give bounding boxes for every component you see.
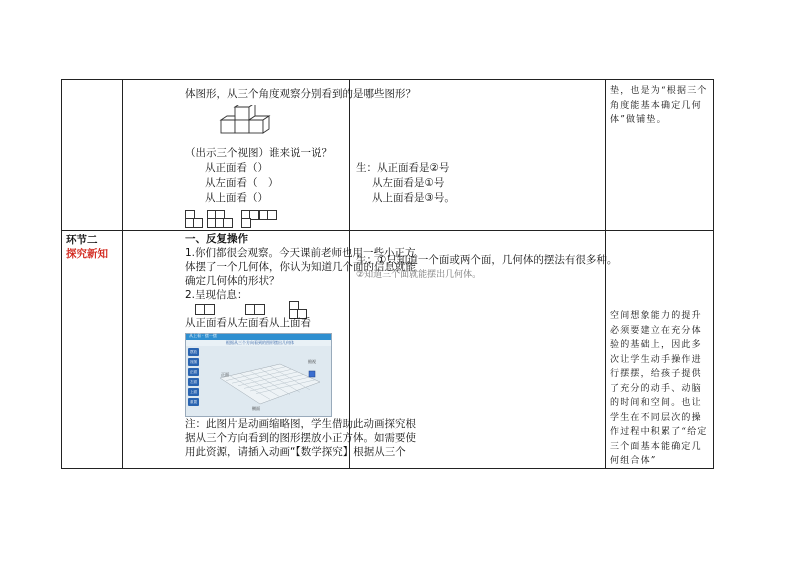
side-button-2[interactable]: 视图 [190,360,197,364]
stage-cell [62,231,123,469]
design-note-text-2: 空间想象能力的提升必须要建立在充分体验的基础上，因此多次让学生动手操作进行摆摆，给孩子提供了充分的动手、动脑的时间和空间。也让学生在不同层次的操作过程中积累了“给定三个面基本能确定几何组合体” [610,311,708,466]
label-side: 侧面 [252,406,260,411]
paragraph-2: 2.呈现信息： [185,289,248,301]
paragraph-1-line-3: 确定几何体的形状？ [185,275,280,287]
question-text: 体图形，从三个角度观察分别看到的是哪些图形？ [185,88,416,100]
animation-toolbar: 从上看 · 摆一摆 [186,334,331,340]
student-answer-line-2: ②知道三个面就能摆出几何体。 [356,270,482,280]
label-front: 正面 [221,372,229,377]
stage-title: 环节二 [66,234,98,246]
stage-cell-empty [62,80,123,231]
student-answer-line-1: 生：①只知道一个面或两个面，几何体的摆法有很多种。 [356,254,618,266]
lesson-plan-table [61,79,714,469]
cube-stack-figure [217,105,277,143]
design-note-text-1: 垫，也是为“根据三个角度能基本确定几何体”做铺垫。 [610,86,708,125]
section-heading: 一、反复操作 [185,233,248,245]
paragraph-1-line-1: 1.你们都很会观察。今天课前老师也用一些小正方 [185,247,416,259]
stage-subtitle: 探究新知 [66,248,108,260]
design-note-cell [606,80,714,231]
student-answer-2: 从左面看是①号 [372,177,445,189]
side-button-4[interactable]: 左面 [190,380,197,384]
teacher-activity-cell-2 [123,231,416,469]
show-views-prompt: （出示三个视图）谁来说一说？ [185,147,332,159]
student-activity-cell-2 [350,231,618,469]
animation-side-buttons [188,348,199,414]
design-note-cell-2 [606,231,714,469]
student-activity-cell [350,80,606,231]
views-caption: 从正面看从左面看从上面看 [185,317,311,329]
paragraph-1-line-2: 体摆了一个几何体，你认为知道几个面的信息就能 [185,261,416,273]
note-line-3: 用此资源，请插入动画“【数学探究】根据从三个 [185,446,406,458]
animation-thumbnail[interactable] [185,333,332,417]
label-top: 俯视 [308,359,316,364]
side-button-6[interactable]: 重置 [190,400,197,404]
top-view-question: 从上面看（） [205,192,268,204]
isometric-grid [200,348,330,414]
animation-title-bar: 根据从三个方向看到的图形摆出几何体 [186,340,331,346]
note-line-1: 注：此图片是动画缩略图，学生借助此动画探究根 [185,418,416,430]
student-answer-3: 从上面看是③号。 [372,192,455,204]
front-view-question: 从正面看（） [205,162,268,174]
side-button-1[interactable]: 摆放 [190,350,197,354]
left-view-question: 从左面看（ ） [205,177,279,189]
side-button-3[interactable]: 正面 [190,370,197,374]
student-answer-1: 生：从正面看是②号 [356,162,450,174]
note-line-2: 据从三个方向看到的图形摆放小正方体。如需要使 [185,432,416,444]
side-button-5[interactable]: 上面 [190,390,197,394]
